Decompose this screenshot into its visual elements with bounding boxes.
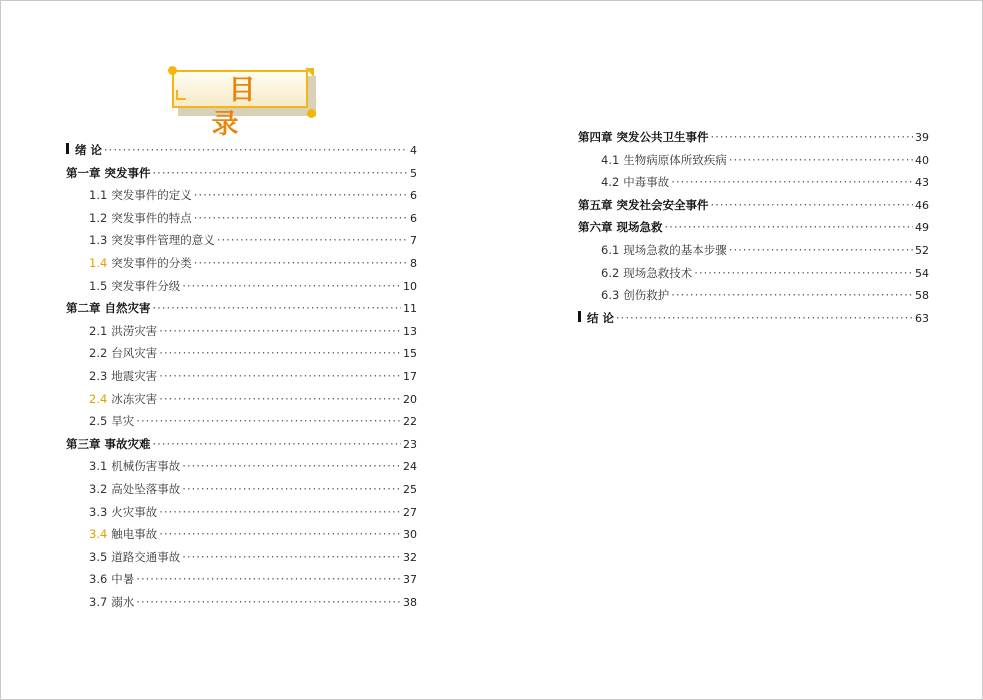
section-number: 3.4	[89, 527, 108, 542]
entry-label: 洪涝灾害	[111, 323, 158, 338]
chapter-marker-icon	[66, 143, 69, 154]
toc-section-entry[interactable]	[66, 504, 417, 527]
badge-dot-icon	[307, 109, 316, 118]
toc-section-entry[interactable]	[66, 526, 417, 549]
entry-label: 第三章 事故灾难	[66, 436, 151, 451]
page-number: 20	[403, 392, 417, 406]
dot-leader	[182, 459, 401, 473]
dot-leader	[153, 301, 401, 315]
dot-leader	[136, 414, 401, 428]
dot-leader	[217, 233, 408, 247]
dot-leader	[194, 188, 408, 202]
page-number: 27	[403, 505, 417, 519]
page-number: 6	[410, 211, 417, 225]
toc-section-entry[interactable]	[66, 323, 417, 346]
page-number: 8	[410, 256, 417, 270]
toc-chapter-entry[interactable]	[578, 219, 929, 242]
entry-label: 突发事件的特点	[111, 210, 192, 225]
page-number: 38	[403, 595, 417, 609]
entry-label: 高处坠落事故	[111, 481, 181, 496]
section-number: 1.5	[89, 278, 108, 293]
page-number: 32	[403, 550, 417, 564]
toc-section-entry[interactable]	[578, 174, 929, 197]
entry-label: 第五章 突发社会安全事件	[578, 197, 709, 212]
page-number: 58	[915, 289, 929, 303]
entry-label: 第二章 自然灾害	[66, 301, 151, 316]
dot-leader	[616, 311, 913, 325]
dot-leader	[159, 369, 401, 383]
section-number: 1.1	[89, 188, 108, 203]
entry-label: 突发事件分级	[111, 278, 181, 293]
page-number: 15	[403, 347, 417, 361]
toc-section-entry[interactable]	[66, 458, 417, 481]
toc-chapter-entry[interactable]	[66, 142, 417, 165]
dot-leader	[136, 595, 401, 609]
dot-leader	[159, 527, 401, 541]
page-number: 63	[915, 311, 929, 325]
entry-label: 突发事件的定义	[111, 188, 192, 203]
dot-leader	[153, 166, 408, 180]
section-number: 2.2	[89, 346, 108, 361]
dot-leader	[665, 220, 913, 234]
dot-leader	[153, 437, 401, 451]
section-number: 3.2	[89, 481, 108, 496]
entry-label: 突发事件管理的意义	[111, 233, 215, 248]
toc-title-badge	[172, 70, 312, 140]
entry-label: 现场急救技术	[623, 265, 693, 280]
toc-chapter-entry[interactable]	[66, 300, 417, 323]
entry-label: 绪 论	[75, 143, 103, 157]
section-number: 4.1	[601, 152, 620, 167]
toc-section-entry[interactable]	[578, 152, 929, 175]
section-number: 6.1	[601, 242, 620, 257]
toc-section-entry[interactable]	[66, 413, 417, 436]
entry-label: 突发事件的分类	[111, 255, 192, 270]
page-number: 46	[915, 198, 929, 212]
toc-section-entry[interactable]	[578, 265, 929, 288]
section-number: 6.2	[601, 265, 620, 280]
section-number: 6.3	[601, 288, 620, 303]
dot-leader	[671, 175, 913, 189]
entry-label: 生物病原体所致疾病	[623, 152, 727, 167]
toc-section-entry[interactable]	[66, 232, 417, 255]
entry-label: 火灾事故	[111, 504, 158, 519]
entry-label: 第四章 突发公共卫生事件	[578, 130, 709, 144]
dot-leader	[182, 279, 401, 293]
page-number: 40	[915, 153, 929, 167]
dot-leader	[729, 153, 913, 167]
toc-section-entry[interactable]	[66, 594, 417, 617]
page-number: 22	[403, 415, 417, 429]
dot-leader	[671, 288, 913, 302]
toc-section-entry[interactable]	[66, 571, 417, 594]
section-number: 2.3	[89, 368, 108, 383]
dot-leader	[194, 256, 408, 270]
section-number: 3.7	[89, 594, 108, 609]
section-number: 2.5	[89, 414, 108, 429]
entry-label: 创伤救护	[623, 288, 670, 303]
page-number: 13	[403, 324, 417, 338]
toc-left-column	[66, 142, 417, 616]
page-number: 25	[403, 482, 417, 496]
section-number: 3.6	[89, 572, 108, 587]
page-number: 52	[915, 243, 929, 257]
entry-label: 结 论	[587, 310, 615, 325]
dot-leader	[182, 482, 401, 496]
entry-label: 现场急救的基本步骤	[623, 242, 727, 257]
badge-dot-icon	[168, 66, 177, 75]
page-number: 5	[410, 166, 417, 180]
page-number: 39	[915, 131, 929, 144]
page-number: 37	[403, 573, 417, 587]
entry-label: 机械伤害事故	[111, 459, 181, 474]
page-number: 10	[403, 279, 417, 293]
toc-section-entry[interactable]	[66, 481, 417, 504]
badge-corner-icon	[305, 68, 314, 77]
section-number: 2.1	[89, 323, 108, 338]
toc-right-column	[578, 129, 929, 332]
toc-section-entry[interactable]	[66, 278, 417, 301]
badge-box	[172, 70, 308, 140]
dot-leader	[182, 550, 401, 564]
entry-label: 溺水	[111, 594, 135, 609]
entry-label: 第一章 突发事件	[66, 165, 151, 180]
toc-section-entry[interactable]	[66, 345, 417, 368]
page-number: 54	[915, 266, 929, 280]
dot-leader	[159, 392, 401, 406]
section-number: 4.2	[601, 175, 620, 190]
dot-leader	[159, 505, 401, 519]
page-number: 23	[403, 437, 417, 451]
page-number: 11	[403, 302, 417, 316]
section-number: 1.3	[89, 233, 108, 248]
toc-section-entry[interactable]	[578, 242, 929, 265]
entry-label: 台风灾害	[111, 346, 158, 361]
chapter-marker-icon	[578, 311, 581, 322]
page-number: 43	[915, 176, 929, 190]
entry-label: 中暑	[111, 572, 135, 587]
dot-leader	[694, 266, 913, 280]
entry-label: 中毒事故	[623, 175, 670, 190]
toc-section-entry[interactable]	[66, 368, 417, 391]
dot-leader	[159, 324, 401, 338]
entry-label: 第六章 现场急救	[578, 220, 663, 235]
page-number: 24	[403, 460, 417, 474]
toc-title: 目 录	[211, 75, 290, 140]
entry-label: 道路交通事故	[111, 549, 181, 564]
section-number: 1.2	[89, 210, 108, 225]
toc-section-entry[interactable]	[578, 287, 929, 310]
entry-label: 地震灾害	[111, 368, 158, 383]
page-number: 49	[915, 221, 929, 235]
toc-section-entry[interactable]	[66, 210, 417, 233]
dot-leader	[711, 130, 913, 144]
section-number: 2.4	[89, 391, 108, 406]
toc-section-entry[interactable]	[66, 255, 417, 278]
section-number: 3.5	[89, 549, 108, 564]
page-number: 6	[410, 189, 417, 203]
section-number: 3.3	[89, 504, 108, 519]
toc-chapter-entry[interactable]	[66, 436, 417, 459]
page-number: 7	[410, 234, 417, 248]
section-number: 3.1	[89, 459, 108, 474]
toc-chapter-entry[interactable]	[578, 310, 929, 333]
dot-leader	[159, 346, 401, 360]
dot-leader	[104, 143, 408, 157]
entry-label: 触电事故	[111, 527, 158, 542]
dot-leader	[136, 572, 401, 586]
dot-leader	[194, 211, 408, 225]
entry-label: 冰冻灾害	[111, 391, 158, 406]
toc-chapter-entry[interactable]	[578, 129, 929, 152]
dot-leader	[711, 198, 913, 212]
dot-leader	[729, 243, 913, 257]
page-number: 17	[403, 369, 417, 383]
toc-section-entry[interactable]	[66, 391, 417, 414]
toc-section-entry[interactable]	[66, 549, 417, 572]
page-number: 30	[403, 528, 417, 542]
section-number: 1.4	[89, 255, 108, 270]
toc-section-entry[interactable]	[66, 187, 417, 210]
entry-label: 旱灾	[111, 414, 135, 429]
toc-chapter-entry[interactable]	[578, 197, 929, 220]
page-number: 4	[410, 144, 417, 157]
toc-chapter-entry[interactable]	[66, 165, 417, 188]
